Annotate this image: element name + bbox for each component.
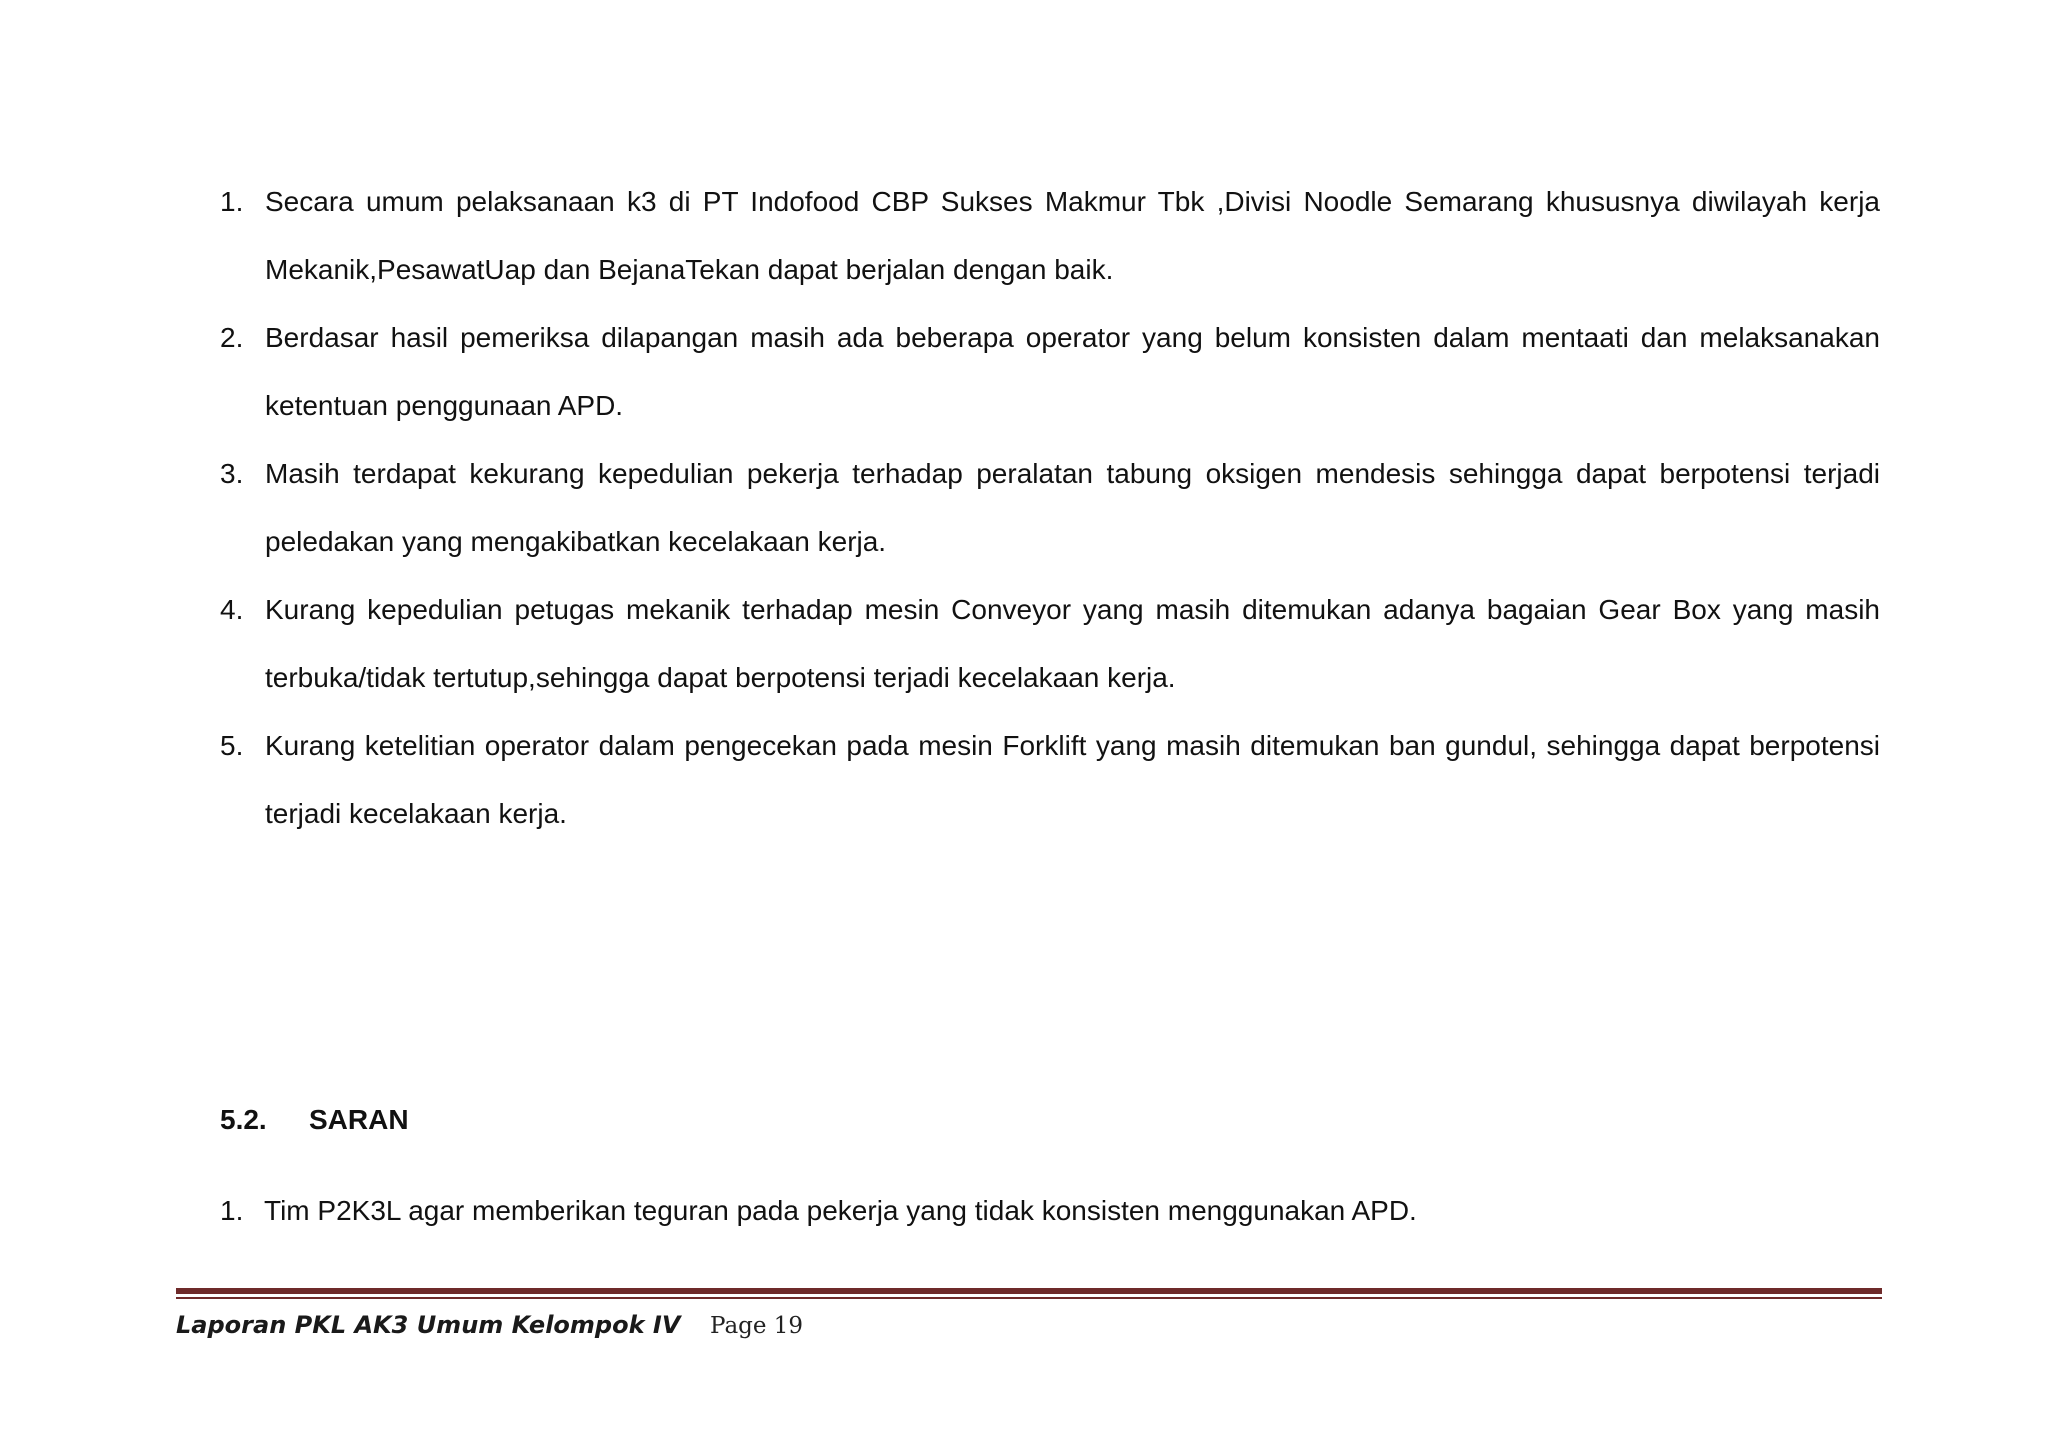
suggestion-list <box>220 1191 1880 1231</box>
list-item-number: 3. <box>220 458 244 489</box>
section-title: SARAN <box>309 1104 409 1135</box>
list-item <box>220 304 1880 440</box>
list-item-text: Berdasar hasil pemeriksa dilapangan masih ada beberapa operator yang belum konsisten dalam mentaati dan melaksanakan ketentuan penggunaan APD. <box>265 322 1880 421</box>
page-number: Page 19 <box>710 1313 804 1339</box>
list-item-number: 4. <box>220 594 244 625</box>
list-item <box>220 1191 1880 1231</box>
list-item-text: Masih terdapat kekurang kepedulian pekerja terhadap peralatan tabung oksigen mendesis sehingga dapat berpotensi terjadi peledakan yang mengakibatkan kecelakaan kerja. <box>265 458 1880 557</box>
list-item-number: 2. <box>220 322 244 353</box>
list-item-text: Secara umum pelaksanaan k3 di PT Indofood CBP Sukses Makmur Tbk ,Divisi Noodle Semarang khususnya diwilayah kerja Mekanik,PesawatUap dan BejanaTekan dapat berjalan dengan baik. <box>265 186 1880 285</box>
list-item-text: Kurang kepedulian petugas mekanik terhadap mesin Conveyor yang masih ditemukan adanya bagaian Gear Box yang masih terbuka/tidak tertutup,sehingga dapat berpotensi terjadi kecelakaan kerja. <box>265 594 1880 693</box>
footer-divider <box>176 1288 1882 1294</box>
list-item-number: 1. <box>220 186 244 217</box>
conclusion-list <box>220 168 1880 848</box>
footer-title: Laporan PKL AK3 Umum Kelompok IV <box>176 1311 681 1339</box>
list-item <box>220 712 1880 848</box>
list-item <box>220 576 1880 712</box>
list-item-text: Kurang ketelitian operator dalam pengecekan pada mesin Forklift yang masih ditemukan ban gundul, sehingga dapat berpotensi terjadi kecelakaan kerja. <box>265 730 1880 829</box>
list-item-number: 1. <box>220 1195 244 1226</box>
footer-divider-thin <box>176 1297 1882 1299</box>
section-number: 5.2. <box>220 1104 267 1135</box>
list-item-number: 5. <box>220 730 244 761</box>
list-item-text: Tim P2K3L agar memberikan teguran pada pekerja yang tidak konsisten menggunakan APD. <box>264 1195 1417 1226</box>
list-item <box>220 440 1880 576</box>
list-item <box>220 168 1880 304</box>
section-heading <box>220 1100 409 1140</box>
